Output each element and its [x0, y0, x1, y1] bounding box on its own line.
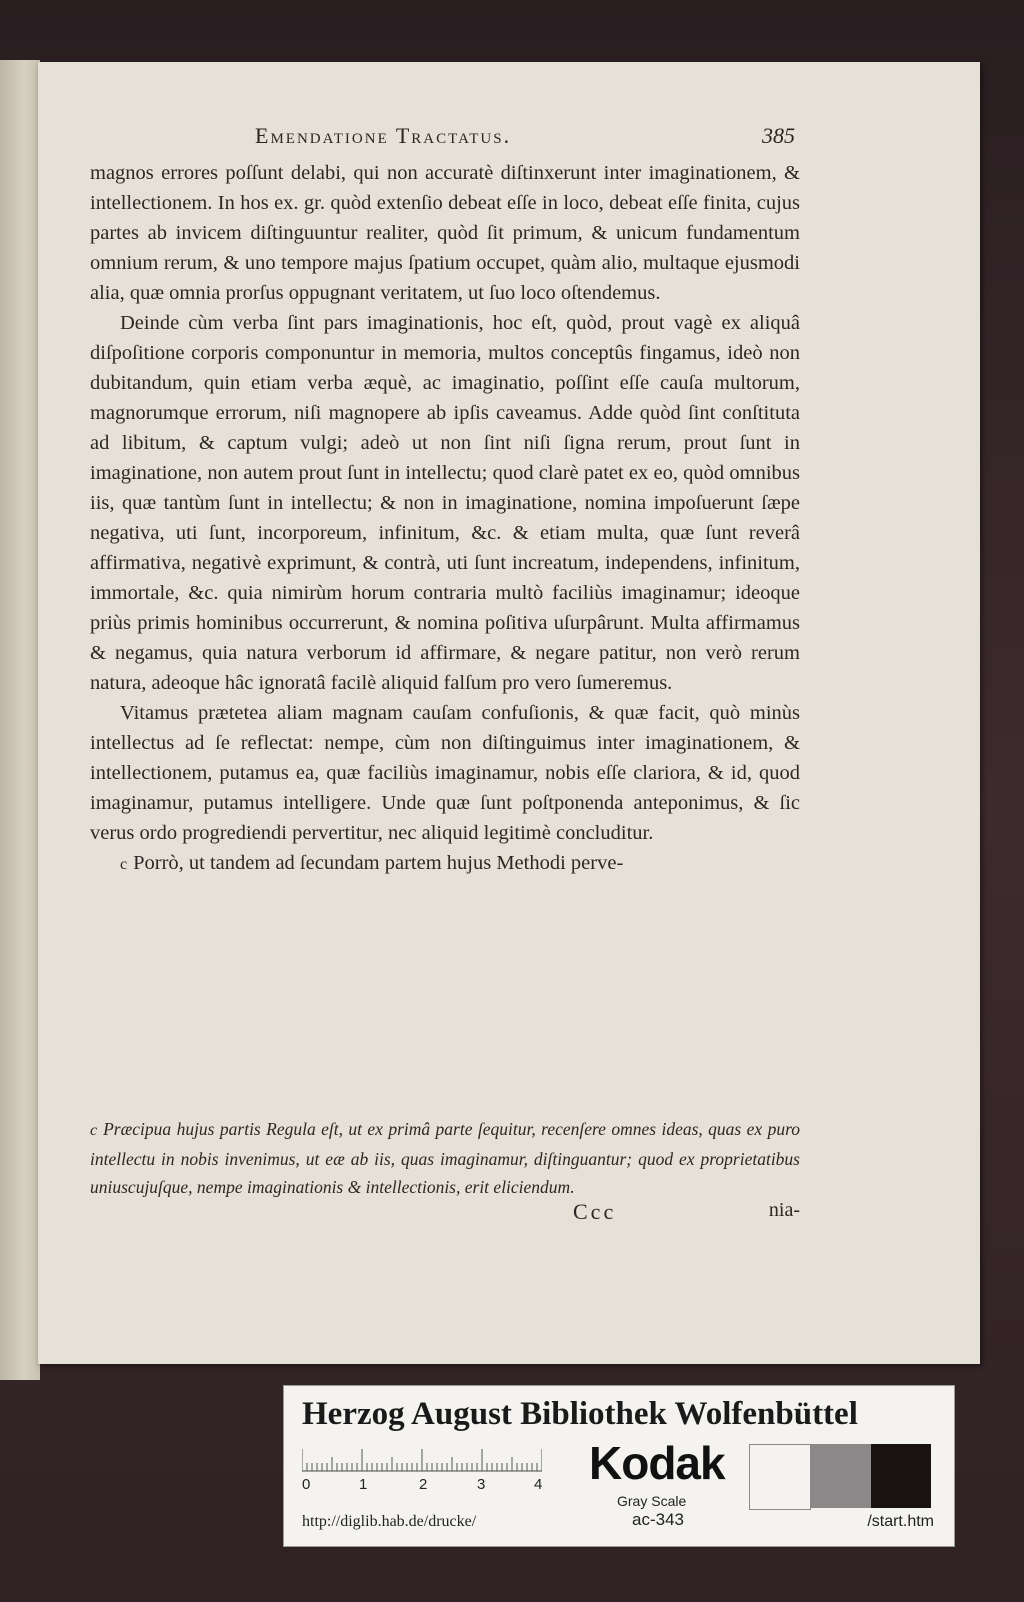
- footnote: [90, 1115, 800, 1201]
- ruler-scale: [302, 1448, 542, 1472]
- url-left: http://diglib.hab.de/drucke/: [302, 1513, 477, 1530]
- running-head: [255, 123, 795, 157]
- paragraph-1: magnos errores poſſunt delabi, qui non accuratè diſtinxerunt inter imaginationem, & intellectionem. In hos ex. gr. quòd extenſio debeat eſſe in loco, debeat eſſe finita, cujus partes ab invicem diſtinguuntur realiter, quòd ſit primum, & unicum fundamentum omnium rerum, & uno tempore majus ſpatium occupet, quàm alio, multaque ejusmodi alia, quæ omnia prorſus oppugnant veritatem, ut ſuo loco oſtendemus.: [90, 162, 800, 304]
- footnote-ref: c: [120, 856, 128, 873]
- running-head-title: Emendatione Tractatus.: [255, 123, 512, 148]
- gray-swatches: [749, 1444, 931, 1508]
- footnote-marker: c: [90, 1122, 98, 1139]
- signature-line: [90, 1199, 800, 1229]
- paragraph-4: [90, 848, 800, 880]
- swatch-black: [871, 1444, 931, 1508]
- swatch-white: [749, 1444, 811, 1510]
- ruler-number: 3: [477, 1476, 486, 1493]
- gray-scale-label: Gray Scale: [617, 1493, 687, 1509]
- ruler-number: 1: [359, 1476, 368, 1493]
- library-name: Herzog August Bibliothek Wolfenbüttel: [302, 1396, 858, 1432]
- shelfmark-code: ac-343: [632, 1510, 684, 1529]
- signature-mark: Ccc: [573, 1199, 617, 1224]
- page-number: 385: [762, 123, 795, 148]
- facing-page-edge: [0, 60, 40, 1380]
- paragraph-4-text: Porrò, ut tandem ad ſecundam partem hujus Methodi perve-: [133, 852, 624, 874]
- body-text: [90, 158, 800, 880]
- ruler-number: 2: [419, 1476, 428, 1493]
- color-target-card: [283, 1385, 955, 1547]
- kodak-logo: Kodak: [589, 1437, 725, 1489]
- footnote-text: Præcipua hujus partis Regula eſt, ut ex primâ parte ſequitur, recenſere omnes ideas, quas ex puro intellectu in nobis invenimus, ut eæ ab iis, quas imaginamur, diſtinguantur; quod ex proprietatibus uniuscujuſque, nempe imaginationis & intellectionis, erit eliciendum.: [90, 1119, 800, 1197]
- ruler-number: 4: [534, 1476, 543, 1493]
- url-right: /start.htm: [867, 1513, 934, 1530]
- paragraph-3: Vitamus prætetea aliam magnam cauſam confuſionis, & quæ facit, quò minùs intellectus ad ſe reflectat: nempe, cùm non diſtinguimus inter imaginationem, & intellectionem, putamus ea, quæ faciliùs imaginamur, nobis eſſe clariora, & id, quod imaginamur, putamus intelligere. Unde quæ ſunt poſtponenda anteponimus, & ſic verus ordo progrediendi pervertitur, nec aliquid legitimè concluditur.: [90, 702, 800, 844]
- ruler-number: 0: [302, 1476, 311, 1493]
- paragraph-2: Deinde cùm verba ſint pars imaginationis, hoc eſt, quòd, prout vagè ex aliquâ diſpoſitione corporis componuntur in memoria, multos conceptûs fingamus, ideò non dubitandum, quin etiam verba æquè, ac imaginatio, poſſint eſſe cauſa multorum, magnorumque errorum, niſi magnopere ab ipſis caveamus. Adde quòd ſint conſtituta ad libitum, & captum vulgi; adeò ut non ſint niſi ſigna rerum, prout ſunt in imaginatione, non autem prout ſunt in intellectu; quod clarè patet ex eo, quòd omnibus iis, quæ tantùm ſunt in intellectu; & non in imaginatione, nomina impoſuerunt ſæpe negativa, uti ſunt, incorporeum, infinitum, &c. & etiam multa, quæ ſunt reverâ affirmativa, negativè exprimunt, & contrà, uti ſunt increatum, independens, infinitum, immortale, &c. quia nimirùm horum contraria multò faciliùs imaginamur; ideoque priùs primis hominibus occurrerunt, & nomina poſitiva uſurpârunt. Multa affirmamus & negamus, quia natura verborum id affirmare, & negare patitur, non verò rerum natura, adeoque hâc ignoratâ facilè aliquid falſum pro vero ſumeremus.: [90, 312, 800, 694]
- catchword: nia-: [768, 1199, 800, 1221]
- swatch-gray: [811, 1444, 871, 1508]
